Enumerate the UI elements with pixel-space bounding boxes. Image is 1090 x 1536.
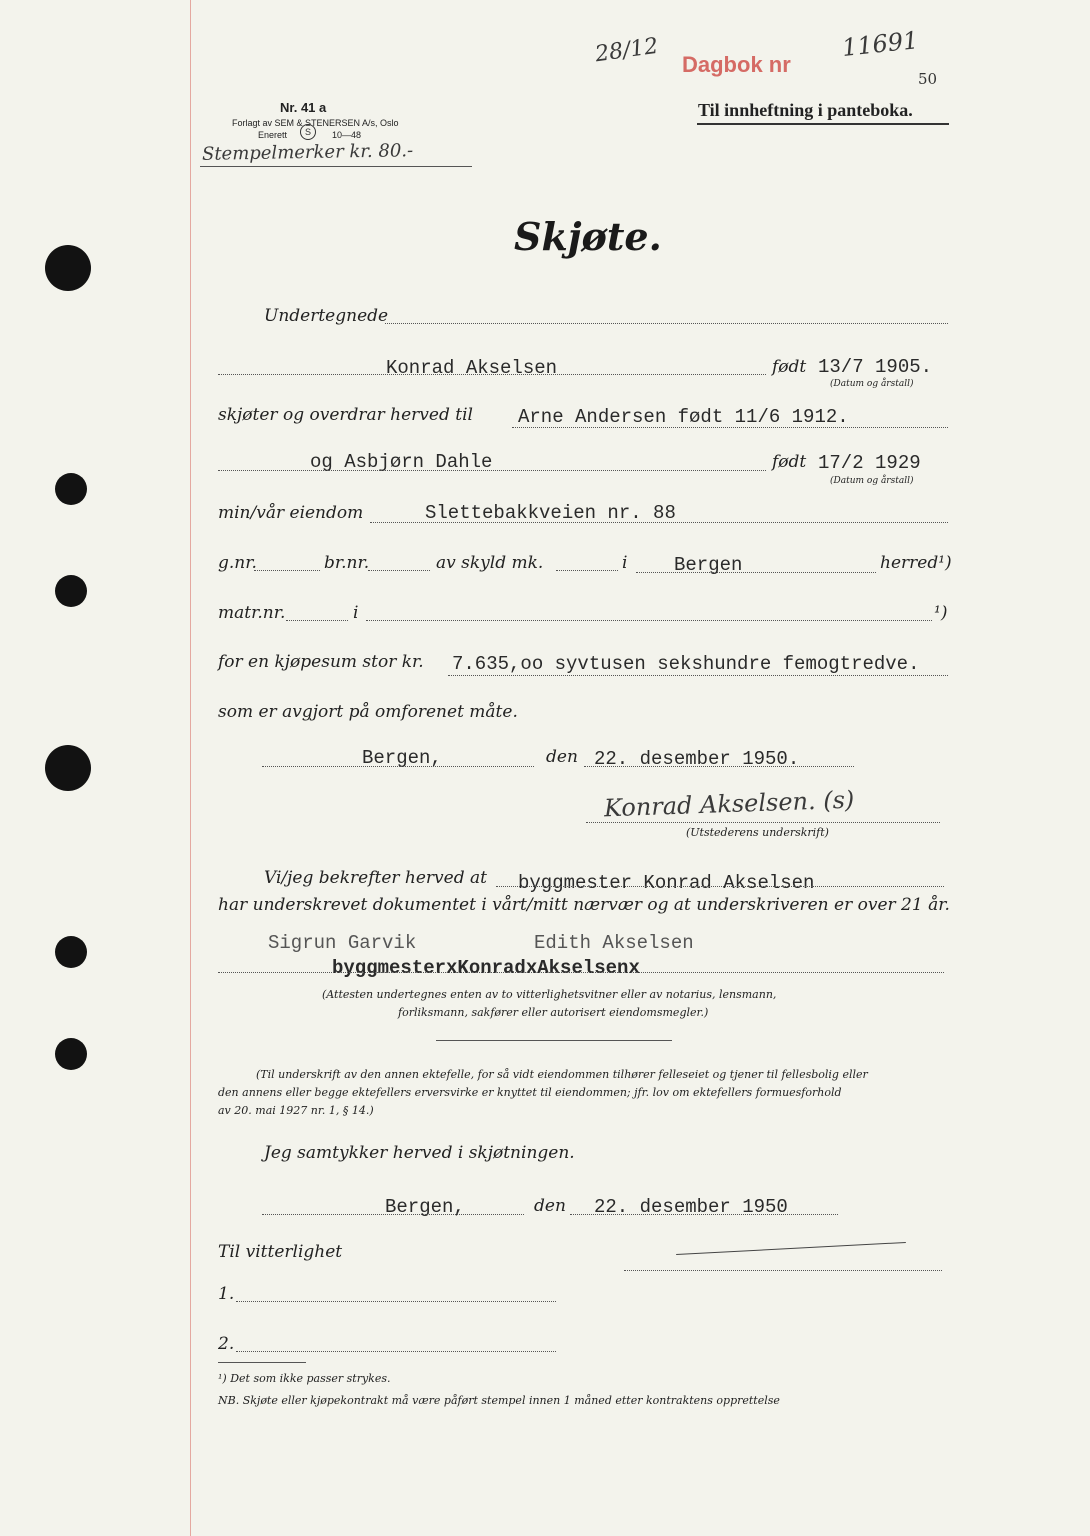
attestation-note-line1: (Attesten undertegnes enten av to vitterlighetsvitner eller av notarius, lensmann, <box>322 988 777 1001</box>
grantee-second: og Asbjørn Dahle <box>310 451 493 473</box>
fill-line <box>218 374 766 375</box>
consent-place: Bergen, <box>385 1196 465 1218</box>
matr-label: matr.nr. <box>218 603 286 623</box>
property-address: Slettebakkveien nr. 88 <box>425 502 676 524</box>
fill-line <box>368 570 430 571</box>
fill-line <box>385 323 948 324</box>
signing-date: 22. desember 1950. <box>594 748 800 770</box>
matr-end: ¹) <box>934 603 948 623</box>
stamp-fee-underline <box>200 166 472 167</box>
witness-line-two: 2. <box>218 1334 235 1354</box>
witness-label: Til vitterlighet <box>218 1242 343 1262</box>
footnote-nb: NB. Skjøte eller kjøpekontrakt må være påført stempel innen 1 måned etter kontraktens opprettelse <box>218 1394 780 1407</box>
fill-line <box>286 620 348 621</box>
price-label: for en kjøpesum stor kr. <box>218 652 424 672</box>
grantee-born-label: født <box>772 452 807 472</box>
spouse-note-line2: den annens eller begge ektefellers erversvirke er knyttet til eiendommen; jfr. lov om ektefellers formuesforhold <box>218 1086 842 1099</box>
binding-note-underline <box>697 123 949 125</box>
struck-line: byggmesterxKonradxAkselsenx <box>332 957 640 979</box>
fill-line <box>236 1351 556 1352</box>
witness-two: Edith Akselsen <box>534 932 694 954</box>
fill-line <box>236 1301 556 1302</box>
consent-text: Jeg samtykker herved i skjøtningen. <box>264 1143 575 1163</box>
date-hint: (Datum og årstall) <box>830 476 914 486</box>
settled-text: som er avgjort på omforenet måte. <box>218 702 518 722</box>
spouse-note-line3: av 20. mai 1927 nr. 1, § 14.) <box>218 1104 374 1117</box>
attestation-person: byggmester Konrad Akselsen <box>518 872 815 894</box>
signing-place: Bergen, <box>362 747 442 769</box>
punch-hole-icon <box>45 745 91 791</box>
consent-den-label: den <box>534 1196 566 1216</box>
grantor-born-date: 13/7 1905. <box>818 356 933 378</box>
punch-hole-icon <box>55 473 87 505</box>
punch-hole-icon <box>55 1038 87 1070</box>
register-number: 11691 <box>840 26 920 62</box>
attestation-text: har underskrevet dokumentet i vårt/mitt nærvær og at underskriveren er over 21 år. <box>218 895 950 915</box>
fill-line <box>584 766 854 767</box>
grantor-name: Konrad Akselsen <box>386 357 558 379</box>
municipality: Bergen <box>674 554 743 576</box>
publisher-logo-icon: S <box>300 124 316 140</box>
price-amount: 7.635,oo syvtusen sekshundre femogtredve. <box>452 653 920 675</box>
signing-den-label: den <box>546 747 578 767</box>
grantee-born-date: 17/2 1929 <box>818 452 921 474</box>
document-title: Skjøte. <box>514 214 662 259</box>
fill-line <box>218 972 944 973</box>
publisher-line: Forlagt av SEM & STENERSEN A/s, Oslo <box>232 118 399 128</box>
spouse-note-line1: (Til underskrift av den annen ektefelle, for så vidt eiendommen tilhører felleseiet og tjener til fellesbolig eller <box>256 1068 868 1081</box>
fill-line <box>262 766 534 767</box>
separator-line <box>436 1040 672 1041</box>
transfer-label: skjøter og overdrar herved til <box>218 405 473 425</box>
fill-line <box>262 1214 524 1215</box>
municipality-i-label: i <box>622 553 628 573</box>
fill-line <box>254 570 320 571</box>
brnr-label: br.nr. <box>324 553 370 573</box>
gnr-label: g.nr. <box>218 553 257 573</box>
date-hint: (Datum og årstall) <box>830 379 914 389</box>
fill-line <box>636 572 876 573</box>
punch-hole-icon <box>45 245 91 291</box>
fill-line <box>218 470 766 471</box>
fill-line <box>512 427 948 428</box>
margin-line <box>190 0 191 1536</box>
fill-line <box>366 620 932 621</box>
footnote-separator <box>218 1362 306 1363</box>
skyld-label: av skyld mk. <box>436 553 544 573</box>
herred-label: herred¹) <box>880 553 952 573</box>
register-year: 50 <box>918 70 938 88</box>
publisher-date: 10—48 <box>332 130 362 140</box>
attestation-note-line2: forliksmann, sakfører eller autorisert eiendomsmegler.) <box>398 1006 709 1019</box>
undersigned-label: Undertegnede <box>264 306 389 326</box>
witness-one: Sigrun Garvik <box>268 932 417 954</box>
register-date: 28/12 <box>593 33 660 68</box>
grantor-signature: Konrad Akselsen. (s) <box>603 785 855 823</box>
grantor-born-label: født <box>772 357 807 377</box>
grantee-first: Arne Andersen født 11/6 1912. <box>518 406 849 428</box>
fill-line <box>556 570 618 571</box>
footnote-one: ¹) Det som ikke passer strykes. <box>218 1372 391 1385</box>
publisher-enerett: Enerett <box>258 130 288 140</box>
consent-date: 22. desember 1950 <box>594 1196 788 1218</box>
signature-caption: (Utstederens underskrift) <box>686 826 829 839</box>
stamp-fee: Stempelmerker kr. 80.- <box>201 140 414 165</box>
register-label: Dagbok nr <box>682 52 791 77</box>
punch-hole-icon <box>55 936 87 968</box>
witness-line-one: 1. <box>218 1284 235 1304</box>
matr-i-label: i <box>353 603 359 623</box>
attestation-lead: Vi/jeg bekrefter herved at <box>264 868 487 888</box>
form-number: Nr. 41 a <box>280 100 327 115</box>
fill-line <box>370 522 948 523</box>
punch-hole-icon <box>55 575 87 607</box>
spouse-signature-stroke <box>676 1242 906 1255</box>
signature-line <box>624 1270 942 1271</box>
property-label: min/vår eiendom <box>218 503 364 523</box>
fill-line <box>496 886 944 887</box>
fill-line <box>570 1214 838 1215</box>
fill-line <box>448 675 948 676</box>
signature-line <box>586 822 940 823</box>
binding-note: Til innheftning i panteboka. <box>698 100 913 120</box>
